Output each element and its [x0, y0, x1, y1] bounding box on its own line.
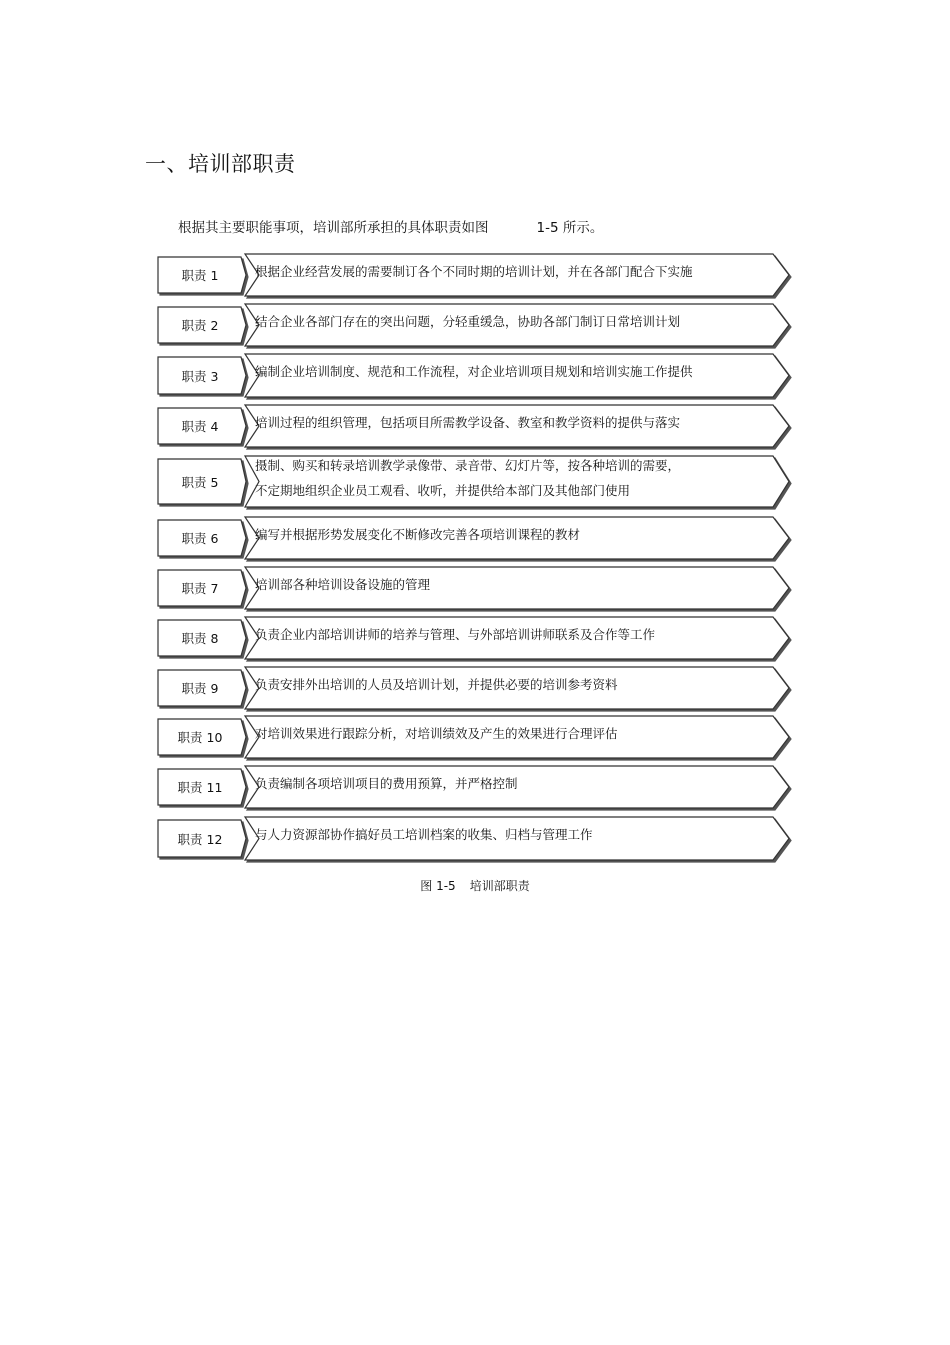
duty-description-line: 摄制、购买和转录培训教学录像带、录音带、幻灯片等，按各种培训的需要， [255, 457, 681, 473]
duty-label: 职责 8 [181, 631, 219, 646]
duty-description-line: 根据企业经营发展的需要制订各个不同时期的培训计划，并在各部门配合下实施 [255, 263, 693, 279]
duty-label: 职责 11 [177, 780, 223, 795]
duty-label: 职责 3 [181, 368, 219, 384]
duty-description [255, 672, 735, 697]
intro-figure-ref: 1-5 所示。 [536, 220, 604, 236]
duty-description [255, 522, 735, 547]
duty-row [157, 253, 792, 299]
figure-caption [0, 877, 950, 894]
duty-label: 职责 4 [181, 419, 219, 434]
intro-text: 根据其主要职能事项，培训部所承担的具体职责如图 [178, 220, 489, 236]
duty-label: 职责 1 [181, 268, 219, 283]
duty-description [255, 453, 735, 503]
duty-label: 职责 6 [181, 531, 219, 546]
duty-label: 职责 12 [177, 831, 223, 847]
duty-description-line: 负责编制各项培训项目的费用预算，并严格控制 [255, 775, 518, 791]
duty-description-line: 培训部各种培训设备设施的管理 [255, 576, 431, 592]
duty-label: 职责 5 [181, 474, 219, 490]
duty-row [157, 816, 792, 863]
duty-description-line: 负责企业内部培训讲师的培养与管理、与外部培训讲师联系及合作等工作 [255, 626, 656, 642]
duty-description-line: 编制企业培训制度、规范和工作流程，对企业培训项目规划和培训实施工作提供 [255, 364, 693, 379]
figure-number: 图 1-5 [420, 879, 456, 893]
duty-label: 职责 9 [181, 681, 219, 696]
duty-row [157, 353, 792, 400]
duty-description [255, 309, 735, 334]
duty-row [157, 566, 792, 612]
duty-description [255, 359, 735, 384]
duty-row [157, 455, 792, 510]
duty-label: 职责 10 [177, 730, 223, 745]
section-title: 一、培训部职责 [145, 152, 296, 176]
duty-description [255, 622, 735, 647]
duty-description-line: 编写并根据形势发展变化不断修改完善各项培训课程的教材 [255, 526, 581, 542]
duty-description-line: 结合企业各部门存在的突出问题，分轻重缓急，协助各部门制订日常培训计划 [255, 313, 681, 329]
figure-title: 培训部职责 [469, 879, 530, 893]
duty-description [255, 721, 735, 746]
duty-label: 职责 7 [181, 581, 219, 596]
duty-description [255, 572, 735, 597]
duty-description [255, 771, 735, 796]
duty-description [255, 822, 735, 847]
duty-description [255, 410, 735, 435]
duty-row [157, 616, 792, 662]
duty-row [157, 765, 792, 811]
duty-description-line: 对培训效果进行跟踪分析，对培训绩效及产生的效果进行合理评估 [255, 725, 618, 741]
duty-description [255, 259, 735, 284]
duty-row [157, 404, 792, 450]
duty-label: 职责 2 [181, 318, 219, 333]
duty-description-line: 培训过程的组织管理，包括项目所需教学设备、教室和教学资料的提供与落实 [255, 414, 681, 430]
duty-description-line: 不定期地组织企业员工观看、收听，并提供给本部门及其他部门使用 [255, 482, 631, 498]
duty-row [157, 666, 792, 712]
duty-description-line: 负责安排外出培训的人员及培训计划，并提供必要的培训参考资料 [255, 676, 618, 692]
duty-row [157, 516, 792, 562]
duty-row [157, 303, 792, 349]
duty-row [157, 715, 792, 761]
duty-description-line: 与人力资源部协作搞好员工培训档案的收集、归档与管理工作 [255, 827, 593, 842]
